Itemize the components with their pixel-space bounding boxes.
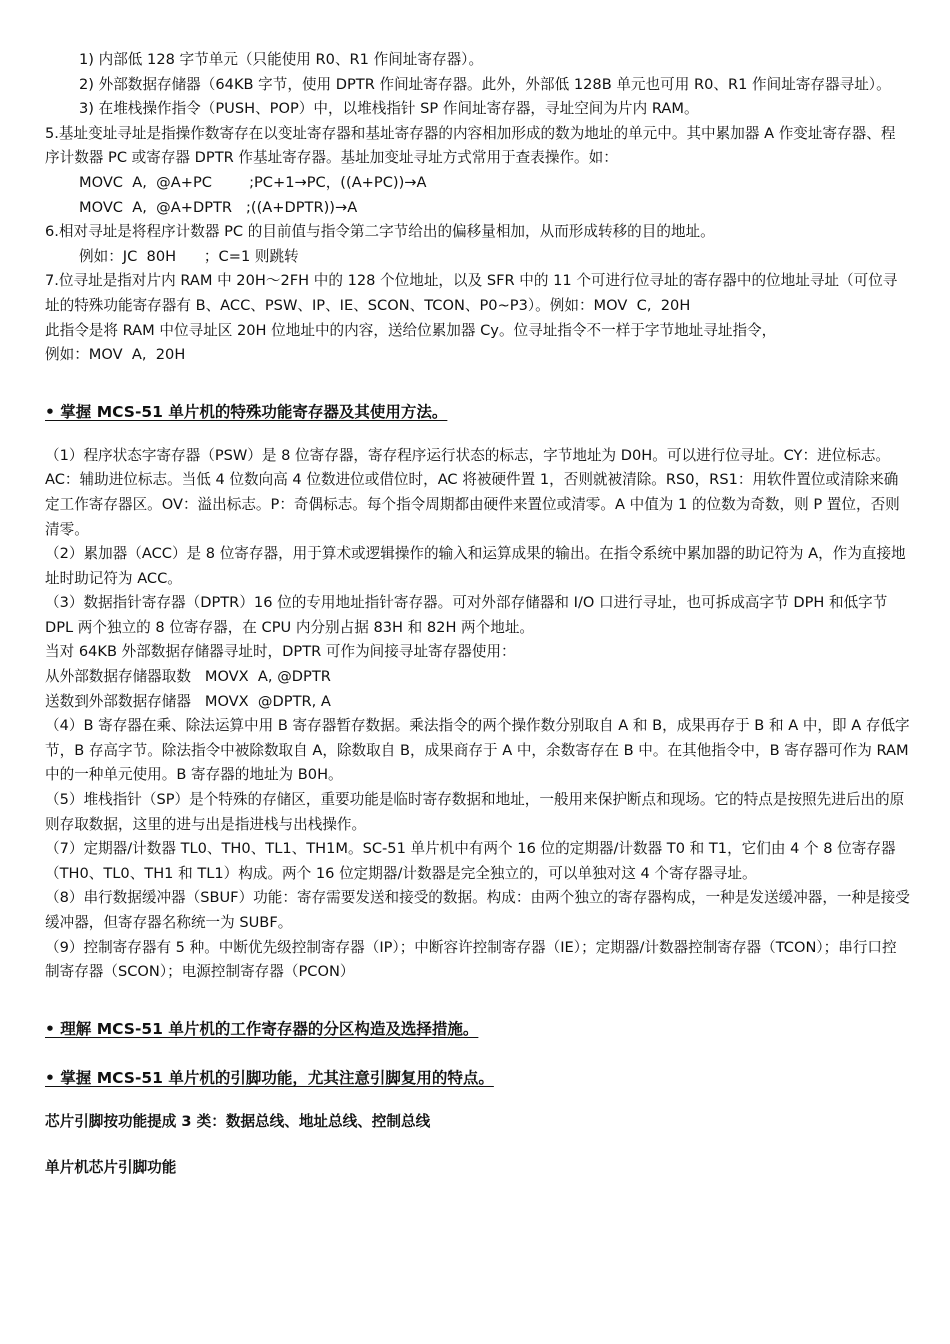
bit-addressing: 7.位寻址是指对片内 RAM 中 20H～2FH 中的 128 个位地址，以及 SFR 中的 11 个可进行位寻址的寄存器中的位地址寻址（可位寻址的特殊功能寄存器有 B、ACC、PSW、IP、IE、SCON、TCON、P0~P3）。例如：MOV C, 20H: [45, 272, 898, 314]
base-indexed-addressing: 5.基址变址寻址是指操作数寄存在以变址寄存器和基址寄存器的内容相加形成的数为地址的单元中。其中累加器 A 作变址寄存器、程序计数器 PC 或寄存器 DPTR 作基址寄存器。基址加变址寻址方式常用于查表操作。如：: [45, 124, 896, 167]
section-heading-work-registers-text: • 理解 MCS-51 单片机的工作寄存器的分区构造及选择措施。: [45, 1019, 479, 1038]
pins-classification: 芯片引脚按功能提成 3 类：数据总线、地址总线、控制总线: [45, 1112, 431, 1130]
relative-addressing: 6.相对寻址是将程序计数器 PC 的目前值与指令第二字节给出的偏移量相加，从而形成转移的目的地址。: [45, 223, 715, 241]
section-heading-pins-text: • 掌握 MCS-51 单片机的引脚功能，尤其注意引脚复用的特点。: [45, 1068, 494, 1087]
section-heading-sfr: [45, 400, 910, 424]
sfr-paragraph-5: 从外部数据存储器取数 MOVX A, @DPTR: [45, 668, 331, 686]
section-heading-sfr-text: • 掌握 MCS-51 单片机的特殊功能寄存器及其使用方法。: [45, 402, 448, 421]
section-heading-pins: [45, 1066, 910, 1090]
indirect-item-2: 2) 外部数据存储器（64KB 字节，使用 DPTR 作间址寄存器。此外，外部低 128B 单元也可用 R0、R1 作间址寄存器寻址）。: [79, 75, 891, 93]
sfr-paragraph-2: （2）累加器（ACC）是 8 位寄存器，用于算术或逻辑操作的输入和运算成果的输出。在指令系统中累加器的助记符为 A，作为直接地址时助记符为 ACC。: [45, 545, 906, 587]
sfr-paragraph-10: （8）串行数据缓冲器（SBUF）功能：寄存需要发送和接受的数据。构成：由两个独立的寄存器构成，一种是发送缓冲器，一种是接受缓冲器，但寄存器名称统一为 SUBF。: [45, 889, 910, 931]
pins-function-heading: 单片机芯片引脚功能: [45, 1158, 177, 1176]
document-page: [45, 48, 914, 1180]
bit-addressing-note: 此指令是将 RAM 中位寻址区 20H 位地址中的内容，送给位累加器 Cy。位寻址指令不一样于字节地址寻址指令，: [45, 321, 777, 339]
indirect-item-1: 1) 内部低 128 字节单元（只能使用 R0、R1 作间址寄存器）。: [79, 51, 484, 68]
code-example-1: MOVC A, @A+PC ;PC+1→PC，((A+PC))→A: [79, 173, 427, 191]
sfr-paragraph-3: （3）数据指针寄存器（DPTR）16 位的专用地址指针寄存器。可对外部存储器和 I/O 口进行寻址，也可拆成高字节 DPH 和低字节 DPL 两个独立的 8 位寄存器，在 CPU 内分别占据 83H 和 82H 两个地址。: [45, 594, 893, 636]
indirect-item-3: 3) 在堆栈操作指令（PUSH、POP）中，以堆栈指针 SP 作间址寄存器，寻址空间为片内 RAM。: [79, 100, 699, 118]
code-example-2: MOVC A, @A+DPTR ;((A+DPTR))→A: [79, 198, 358, 216]
section-heading-work-registers: [45, 1017, 910, 1041]
sfr-paragraph-6: 送数到外部数据存储器 MOVX @DPTR, A: [45, 692, 331, 710]
bit-addressing-example: 例如：MOV A, 20H: [45, 346, 186, 364]
relative-example: 例如：JC 80H ；C=1 则跳转: [79, 247, 299, 265]
sfr-paragraph-4: 当对 64KB 外部数据存储器寻址时，DPTR 可作为间接寻址寄存器使用：: [45, 643, 516, 661]
sfr-paragraph-9: （7）定期器/计数器 TL0、TH0、TL1、TH1M。SC-51 单片机中有两个 16 位的定期器/计数器 T0 和 T1，它们由 4 个 8 位寄存器（TH0、TL0、TH1 和 TL1）构成。两个 16 位定期器/计数器是完全独立的，可以单独对这 4 个寄存器寻址。: [45, 840, 896, 882]
sfr-paragraph-1: （1）程序状态字寄存器（PSW）是 8 位寄存器，寄存程序运行状态的标志，字节地址为 D0H。可以进行位寻址。CY：进位标志。AC：辅助进位标志。当低 4 位数向高 4 位数进位或借位时，AC 将被硬件置 1，否则就被清除。RS0，RS1：用软件置位或清除来确定工作寄存器区。OV：溢出标志。P：奇偶标志。每个指令周期都由硬件来置位或清零。A 中值为 1 的位数为奇数，则 P 置位，否则清零。: [45, 446, 900, 538]
sfr-paragraph-7: （4）B 寄存器在乘、除法运算中用 B 寄存器暂存数据。乘法指令的两个操作数分别取自 A 和 B，成果再存于 B 和 A 中，即 A 存低字节，B 存高字节。除法指令中被除数取自 A，除数取自 B，成果商存于 A 中，余数寄存在 B 中。在其他指令中，B 寄存器可作为 RAM 中的一种单元使用。B 寄存器的地址为 B0H。: [45, 717, 914, 784]
sfr-paragraph-11: （9）控制寄存器有 5 种。中断优先级控制寄存器（IP）；中断容许控制寄存器（IE）；定期器/计数器控制寄存器（TCON）；串行口控制寄存器（SCON）；电源控制寄存器（PCON）: [45, 938, 897, 981]
sfr-paragraph-8: （5）堆栈指针（SP）是个特殊的存储区，重要功能是临时寄存数据和地址，一般用来保护断点和现场。它的特点是按照先进后出的原则存取数据，这里的进与出是指进栈与出栈操作。: [45, 791, 905, 833]
